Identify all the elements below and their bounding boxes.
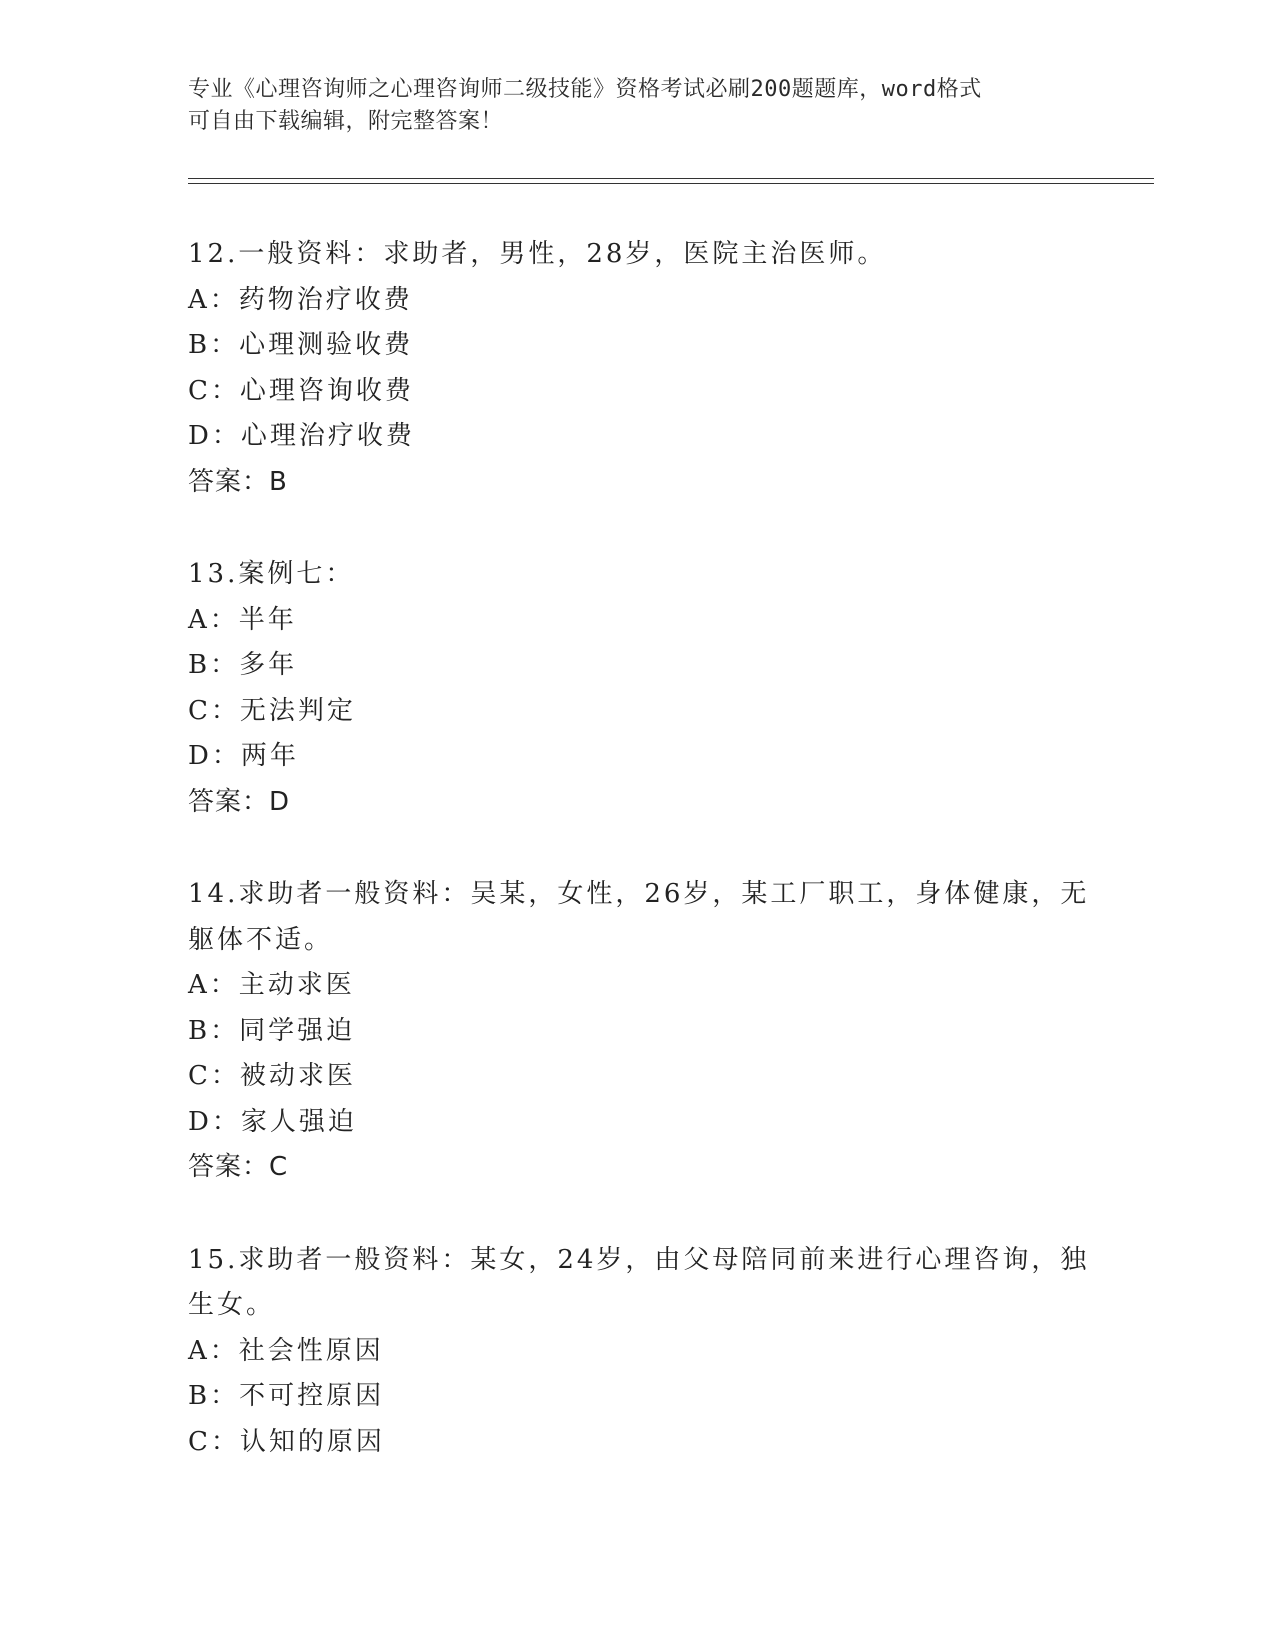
- header-line-1: 专业《心理咨询师之心理咨询师二级技能》资格考试必刷200题题库，word格式: [188, 77, 982, 102]
- option-c: C：被动求医: [188, 1061, 356, 1091]
- option-b: B：多年: [188, 650, 298, 680]
- option-d: D：家人强迫: [188, 1106, 357, 1137]
- stem-line: 14.求助者一般资料：吴某，女性，26岁，某工厂职工，身体健康，无: [188, 879, 1090, 909]
- question-stem: [188, 1238, 1088, 1329]
- stem-line: 躯体不适。: [188, 924, 334, 955]
- stem-line: 13.案例七：: [188, 559, 355, 589]
- question-15: [188, 1238, 1088, 1466]
- answer-label: 答案：C: [188, 1152, 289, 1182]
- stem-line: 12.一般资料：求助者，男性，28岁，医院主治医师。: [188, 239, 887, 269]
- option-a: A：主动求医: [188, 970, 355, 1000]
- question-13: [188, 552, 1088, 825]
- header-line-2: 可自由下载编辑，附完整答案！: [188, 109, 504, 134]
- option-c: C：无法判定: [188, 695, 356, 726]
- document-header: [188, 74, 1088, 138]
- answer-label: 答案：D: [188, 786, 291, 817]
- option-d: D：心理治疗收费: [188, 421, 415, 451]
- question-list: [188, 232, 1088, 1512]
- option-b: B：同学强迫: [188, 1015, 356, 1046]
- header-divider-bottom: [188, 183, 1154, 184]
- question-14: [188, 872, 1088, 1191]
- option-a: A：半年: [188, 604, 297, 635]
- question-stem: [188, 232, 1088, 278]
- option-c: C：认知的原因: [188, 1426, 385, 1457]
- question-stem: [188, 552, 1088, 598]
- option-c: C：心理咨询收费: [188, 375, 414, 406]
- question-12: [188, 232, 1088, 505]
- option-d: D：两年: [188, 741, 299, 771]
- stem-line: 生女。: [188, 1290, 276, 1320]
- stem-line: 15.求助者一般资料：某女，24岁，由父母陪同前来进行心理咨询，独: [188, 1244, 1090, 1275]
- header-divider-top: [188, 178, 1154, 179]
- question-stem: [188, 872, 1088, 963]
- option-a: A：社会性原因: [188, 1335, 384, 1366]
- option-b: B：不可控原因: [188, 1381, 385, 1411]
- option-a: A：药物治疗收费: [188, 284, 413, 315]
- answer-label: 答案：B: [188, 466, 288, 497]
- option-b: B：心理测验收费: [188, 330, 414, 360]
